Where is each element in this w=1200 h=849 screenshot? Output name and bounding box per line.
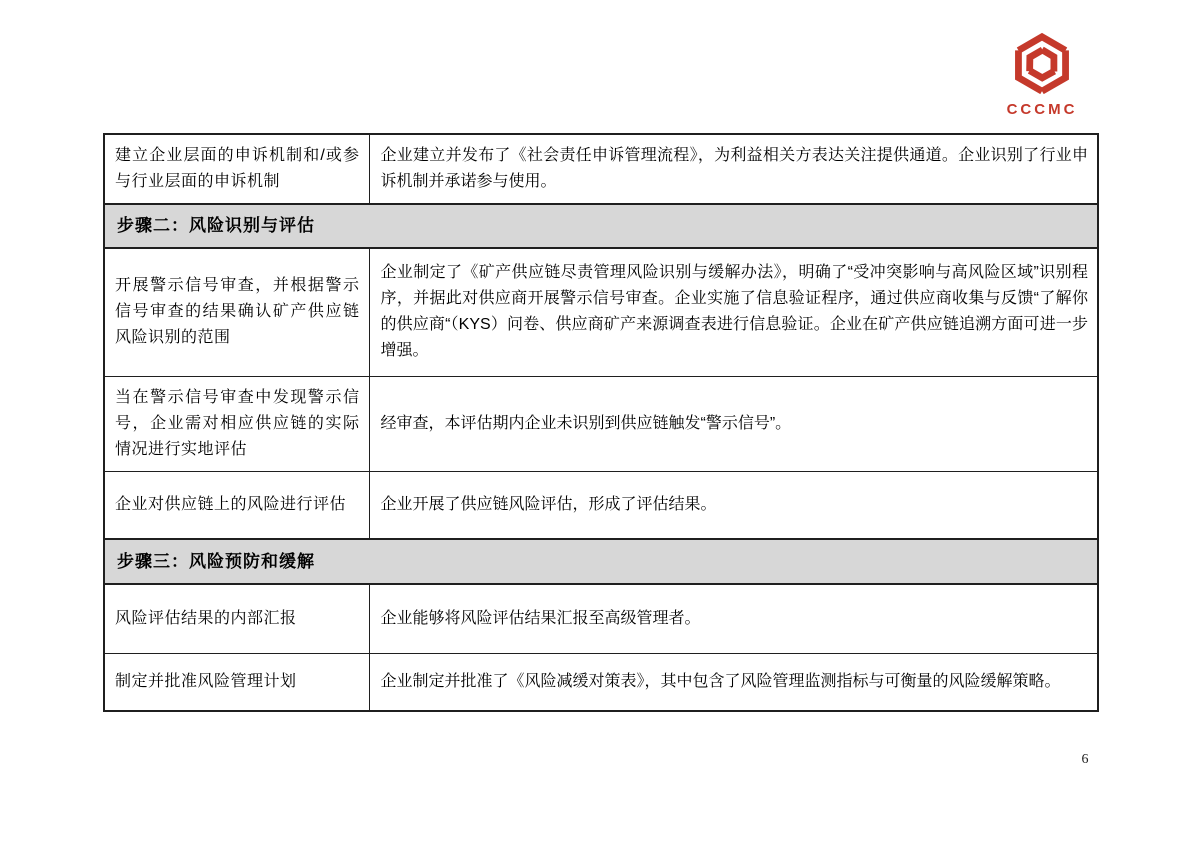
cccmc-logo bbox=[996, 30, 1088, 118]
result-cell: 企业建立并发布了《社会责任申诉管理流程》，为利益相关方表达关注提供通道。企业识别了行业申诉机制并承诺参与使用。 bbox=[369, 134, 1098, 204]
result-cell: 企业制定了《矿产供应链尽责管理风险识别与缓解办法》，明确了“受冲突影响与高风险区域”识别程序，并据此对供应商开展警示信号审查。企业实施了信息验证程序，通过供应商收集与反馈“了解你的供应商“（KYS）问卷、供应商矿产来源调查表进行信息验证。企业在矿产供应链追溯方面可进一步增强。 bbox=[369, 248, 1098, 376]
result-cell: 企业开展了供应链风险评估，形成了评估结果。 bbox=[369, 471, 1098, 539]
table-row bbox=[104, 248, 1098, 376]
page-number: 6 bbox=[1081, 752, 1089, 767]
due-diligence-assessment-table bbox=[103, 133, 1099, 712]
section-title: 步骤三：风险预防和缓解 bbox=[104, 539, 1098, 584]
criterion-cell: 开展警示信号审查，并根据警示信号审查的结果确认矿产供应链风险识别的范围 bbox=[104, 248, 369, 376]
section-header-row bbox=[104, 539, 1098, 584]
cccmc-logo-text: CCCMC bbox=[1006, 101, 1078, 118]
table-row bbox=[104, 376, 1098, 471]
table-row bbox=[104, 584, 1098, 653]
result-cell: 企业能够将风险评估结果汇报至高级管理者。 bbox=[369, 584, 1098, 653]
result-cell: 经审查，本评估期内企业未识别到供应链触发“警示信号”。 bbox=[369, 376, 1098, 471]
criterion-cell: 制定并批准风险管理计划 bbox=[104, 653, 369, 711]
criterion-cell: 建立企业层面的申诉机制和/或参与行业层面的申诉机制 bbox=[104, 134, 369, 204]
result-cell: 企业制定并批准了《风险减缓对策表》，其中包含了风险管理监测指标与可衡量的风险缓解策略。 bbox=[369, 653, 1098, 711]
table-row bbox=[104, 134, 1098, 204]
section-title: 步骤二：风险识别与评估 bbox=[104, 204, 1098, 248]
section-header-row bbox=[104, 204, 1098, 248]
table-row bbox=[104, 653, 1098, 711]
criterion-cell: 风险评估结果的内部汇报 bbox=[104, 584, 369, 653]
criterion-cell: 企业对供应链上的风险进行评估 bbox=[104, 471, 369, 539]
cccmc-hexagon-knot-icon bbox=[1003, 30, 1081, 98]
criterion-cell: 当在警示信号审查中发现警示信号，企业需对相应供应链的实际情况进行实地评估 bbox=[104, 376, 369, 471]
table-row bbox=[104, 471, 1098, 539]
